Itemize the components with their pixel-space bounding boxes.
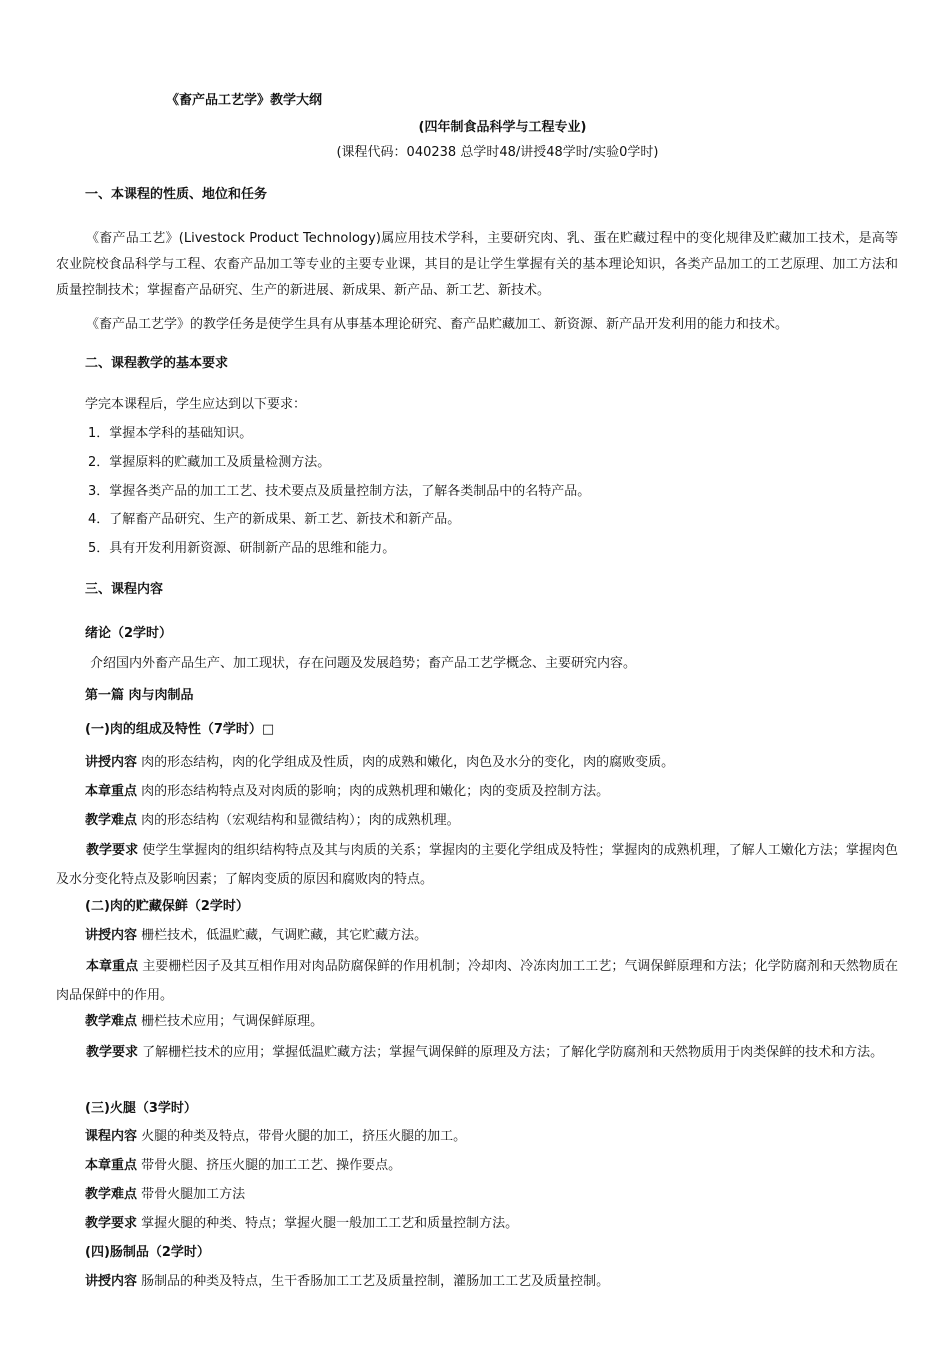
list-item: 3．掌握各类产品的加工工艺、技术要点及质量控制方法，了解各类制品中的名特产品。: [88, 484, 591, 499]
chapter1-requirements: [56, 836, 898, 894]
part1-title: 第一篇 肉与肉制品: [85, 688, 194, 703]
course-info: (课程代码：040238 总学时48/讲授48学时/实验0学时): [336, 145, 659, 160]
key-text: 带骨火腿、挤压火腿的加工工艺、操作要点。: [141, 1158, 402, 1173]
intro-text: 介绍国内外畜产品生产、加工现状，存在问题及发展趋势；畜产品工艺学概念、主要研究内容。: [90, 656, 637, 671]
difficulty-text: 带骨火腿加工方法: [141, 1187, 246, 1202]
chapter2-title: (二)肉的贮藏保鲜（2学时）: [85, 899, 249, 914]
list-item: 1．掌握本学科的基础知识。: [88, 426, 253, 441]
section-heading-1: 一、本课程的性质、地位和任务: [85, 187, 268, 202]
list-item: 5．具有开发利用新资源、研制新产品的思维和能力。: [88, 541, 396, 556]
chapter2-difficulty: [85, 1013, 323, 1031]
chapter4-content: [85, 1273, 609, 1291]
requirements-label: 教学要求: [85, 1216, 138, 1231]
chapter4-title: (四)肠制品（2学时）: [85, 1245, 210, 1260]
chapter2-requirements: [56, 1038, 898, 1067]
content-text: 栅栏技术，低温贮藏，气调贮藏，其它贮藏方法。: [141, 928, 428, 943]
key-label: 本章重点: [85, 784, 138, 799]
requirements-label: 教学要求: [86, 843, 139, 858]
chapter3-requirements: [85, 1215, 518, 1233]
requirements-text: 掌握火腿的种类、特点；掌握火腿一般加工工艺和质量控制方法。: [141, 1216, 519, 1231]
requirements-label: 教学要求: [86, 1045, 139, 1060]
section-heading-3: 三、课程内容: [85, 582, 164, 597]
chapter2-key: [56, 952, 898, 1010]
difficulty-label: 教学难点: [85, 813, 138, 828]
content-text: 肠制品的种类及特点，生干香肠加工工艺及质量控制，灌肠加工工艺及质量控制。: [141, 1274, 610, 1289]
key-text: 主要栅栏因子及其互相作用对肉品防腐保鲜的作用机制；冷却肉、冷冻肉加工工艺；气调保鲜原理和方法；化学防腐剂和天然物质在肉品保鲜中的作用。: [56, 959, 898, 1003]
chapter3-difficulty: [85, 1186, 245, 1204]
chapter1-difficulty: [85, 812, 460, 830]
difficulty-text: 肉的形态结构（宏观结构和显微结构）；肉的成熟机理。: [141, 813, 460, 828]
requirements-text: 了解栅栏技术的应用；掌握低温贮藏方法；掌握气调保鲜的原理及方法；了解化学防腐剂和天然物质用于肉类保鲜的技术和方法。: [142, 1045, 884, 1060]
key-text: 肉的形态结构特点及对肉质的影响；肉的成熟机理和嫩化；肉的变质及控制方法。: [141, 784, 610, 799]
list-item: 2．掌握原料的贮藏加工及质量检测方法。: [88, 455, 331, 470]
content-text: 火腿的种类及特点，带骨火腿的加工，挤压火腿的加工。: [141, 1129, 467, 1144]
key-label: 本章重点: [85, 1158, 138, 1173]
difficulty-label: 教学难点: [85, 1014, 138, 1029]
requirements-text: 使学生掌握肉的组织结构特点及其与肉质的关系；掌握肉的主要化学组成及特性；掌握肉的成熟机理，了解人工嫩化方法；掌握肉色及水分变化特点及影响因素；了解肉变质的原因和腐败肉的特点。: [56, 843, 898, 887]
section2-intro: 学完本课程后，学生应达到以下要求：: [85, 397, 307, 412]
chapter1-title: (一)肉的组成及特性（7学时）□: [85, 722, 275, 737]
content-label: 讲授内容: [85, 1274, 138, 1289]
chapter2-content: [85, 927, 427, 945]
section1-paragraph-2: 《畜产品工艺学》的教学任务是使学生具有从事基本理论研究、畜产品贮藏加工、新资源、新产品开发利用的能力和技术。: [86, 317, 789, 332]
section1-paragraph-1: 《畜产品工艺》(Livestock Product Technology)属应用技术学科，主要研究肉、乳、蛋在贮藏过程中的变化规律及贮藏加工技术，是高等农业院校食品科学与工程、农畜产品加工等专业的主要专业课，其目的是让学生掌握有关的基本理论知识，各类产品加工的工艺原理、加工方法和质量控制技术；掌握畜产品研究、生产的新进展、新成果、新产品、新工艺、新技术。: [56, 231, 898, 298]
doc-title: 《畜产品工艺学》教学大纲: [166, 93, 323, 108]
section-heading-2: 二、课程教学的基本要求: [85, 356, 229, 371]
difficulty-text: 栅栏技术应用；气调保鲜原理。: [141, 1014, 324, 1029]
difficulty-label: 教学难点: [85, 1187, 138, 1202]
content-text: 肉的形态结构，肉的化学组成及性质，肉的成熟和嫩化，肉色及水分的变化，肉的腐败变质。: [141, 755, 675, 770]
chapter3-key: [85, 1157, 401, 1175]
list-item: 4．了解畜产品研究、生产的新成果、新工艺、新技术和新产品。: [88, 512, 461, 527]
chapter1-key: [85, 783, 609, 801]
content-label: 讲授内容: [85, 755, 138, 770]
chapter3-title: (三)火腿（3学时）: [85, 1101, 197, 1116]
chapter1-content: [85, 754, 674, 772]
intro-title: 绪论（2学时）: [85, 626, 173, 641]
key-label: 本章重点: [86, 959, 139, 974]
doc-subtitle: (四年制食品科学与工程专业): [418, 120, 587, 135]
content-label: 课程内容: [85, 1129, 138, 1144]
chapter3-content: [85, 1128, 466, 1146]
content-label: 讲授内容: [85, 928, 138, 943]
